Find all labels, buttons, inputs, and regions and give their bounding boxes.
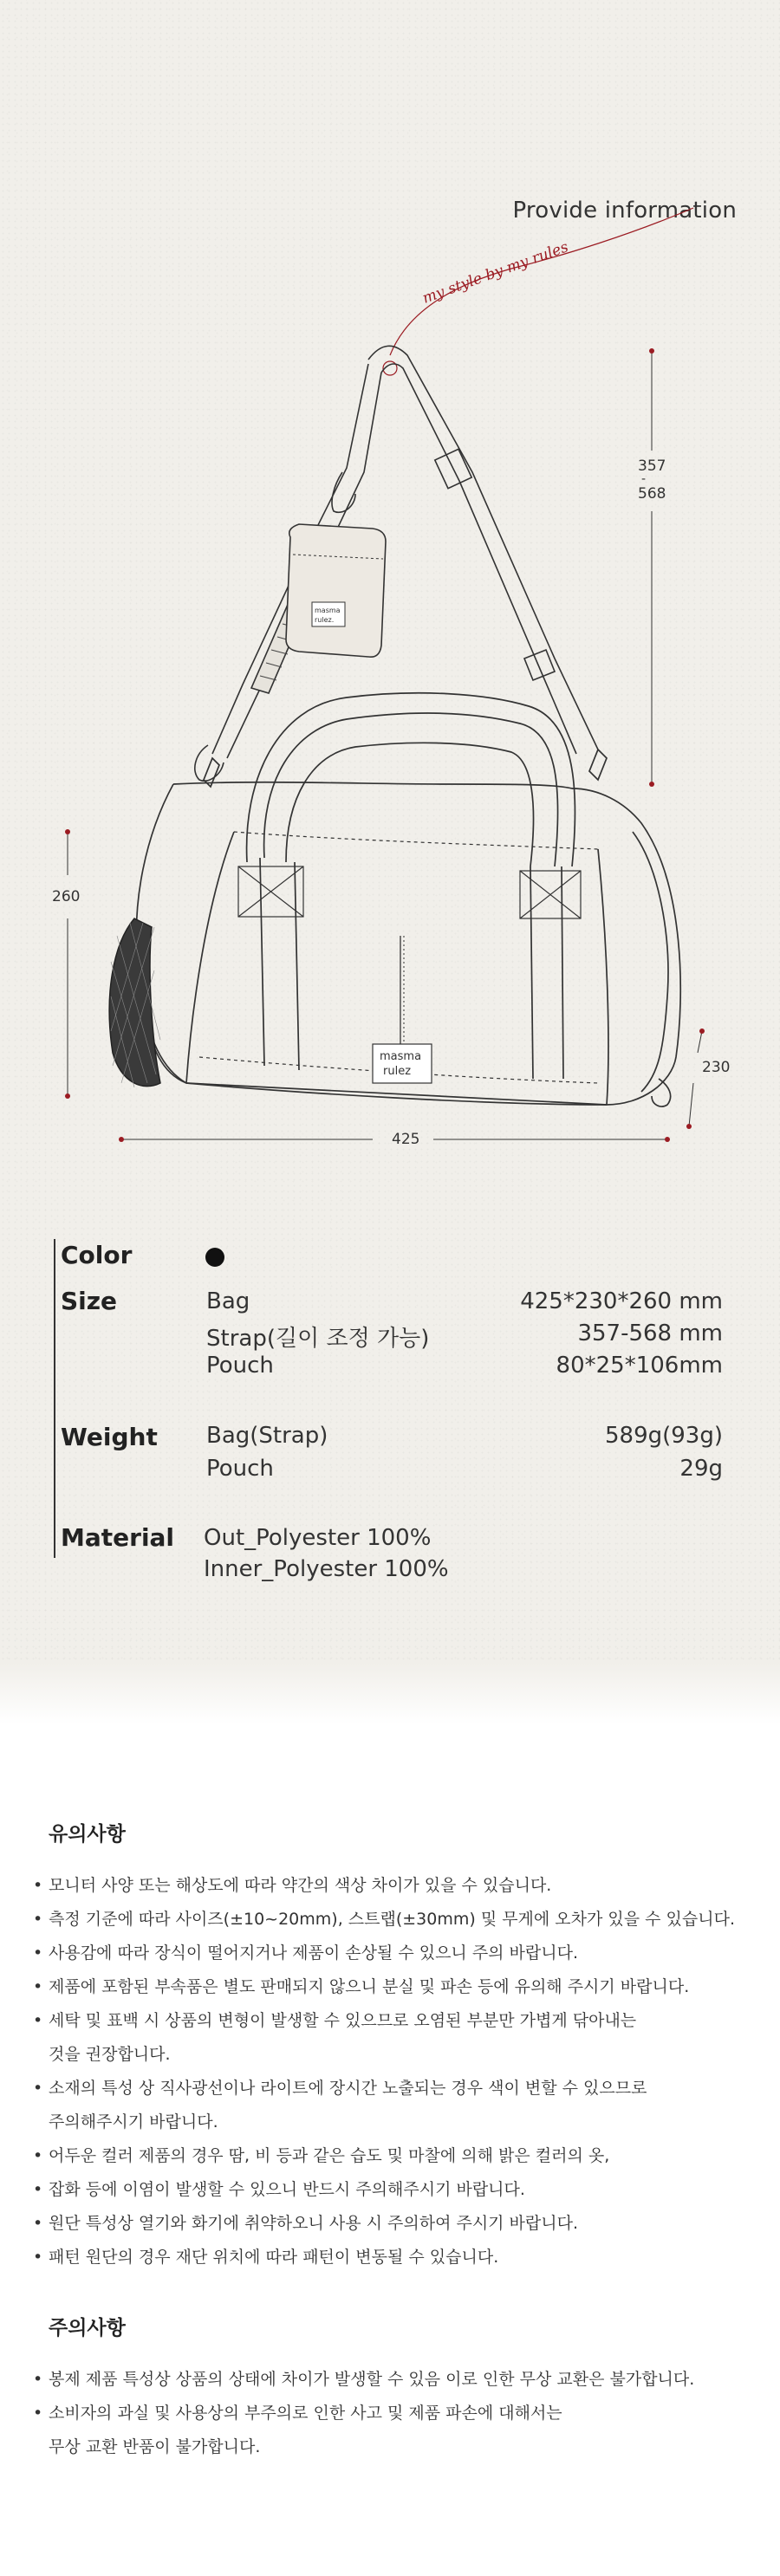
weight-row-name: Bag(Strap) bbox=[206, 1423, 328, 1449]
notice-title: 유의사항 bbox=[49, 1823, 126, 1846]
material-label: Material bbox=[61, 1523, 175, 1552]
size-row-value: 357-568 mm bbox=[577, 1320, 723, 1346]
size-row-value: 80*25*106mm bbox=[556, 1353, 723, 1379]
svg-text:rulez: rulez bbox=[383, 1065, 412, 1078]
weight-row-name: Pouch bbox=[206, 1456, 274, 1482]
svg-text:masma: masma bbox=[380, 1050, 422, 1063]
svg-text:masma: masma bbox=[315, 607, 341, 614]
notice-item: • 패턴 원단의 경우 재단 위치에 따라 패턴이 변동될 수 있습니다. bbox=[31, 2241, 759, 2274]
size-row-name: Pouch bbox=[206, 1353, 274, 1379]
bag-illustration bbox=[0, 0, 780, 1230]
svg-text:my style by my rules: my style by my rules bbox=[419, 238, 571, 308]
mesh-pocket bbox=[109, 918, 160, 1087]
size-row-value: 425*230*260 mm bbox=[520, 1288, 723, 1314]
spec-divider bbox=[54, 1239, 55, 1558]
pouch bbox=[286, 524, 386, 657]
depth-label: 230 bbox=[702, 1059, 731, 1076]
script-lettering bbox=[383, 208, 693, 375]
notice-item: • 잡화 등에 이염이 발생할 수 있으니 반드시 주의해주시기 바랍니다. bbox=[31, 2173, 759, 2207]
weight-row-value: 589g(93g) bbox=[604, 1423, 723, 1449]
notice-section bbox=[31, 1818, 759, 2274]
color-swatch bbox=[205, 1248, 224, 1267]
notice-item: • 모니터 사양 또는 해상도에 따라 약간의 색상 차이가 있을 수 있습니다. bbox=[31, 1869, 759, 1903]
caution-list bbox=[31, 2363, 759, 2464]
notice-item: • 원단 특성상 열기와 화기에 취약하오니 사용 시 주의하여 주시기 바랍니다. bbox=[31, 2207, 759, 2241]
color-label: Color bbox=[61, 1241, 133, 1269]
svg-text:rulez.: rulez. bbox=[315, 616, 335, 624]
bag-label bbox=[373, 1044, 432, 1083]
notice-item: • 측정 기준에 따라 사이즈(±10~20mm), 스트랩(±30mm) 및 무게에 오차가 있을 수 있습니다. bbox=[31, 1903, 759, 1937]
strap-max-label: 568 bbox=[638, 485, 666, 503]
height-label: 260 bbox=[52, 888, 81, 905]
material-row: Out_Polyester 100% bbox=[204, 1525, 432, 1551]
caution-title: 주의사항 bbox=[49, 2317, 126, 2339]
notice-item: • 어두운 컬러 제품의 경우 땀, 비 등과 같은 습도 및 마찰에 의해 밝은 컬러의 옷, bbox=[31, 2139, 759, 2173]
size-row-name: Strap(길이 조정 가능) bbox=[206, 1326, 430, 1352]
strap-range-dash: - bbox=[641, 472, 647, 486]
size-row-name: Bag bbox=[206, 1288, 250, 1314]
weight-label: Weight bbox=[61, 1423, 158, 1451]
notice-item: • 사용감에 따라 장식이 떨어지거나 제품이 손상될 수 있으니 주의 바랍니다. bbox=[31, 1937, 759, 1970]
section-title: Provide information bbox=[512, 198, 737, 224]
notice-item: • 소재의 특성 상 직사광선이나 라이트에 장시간 노출되는 경우 색이 변할 수 있으므로 주의해주시기 바랍니다. bbox=[31, 2072, 759, 2139]
width-label: 425 bbox=[392, 1131, 420, 1148]
strap-min-label: 357 bbox=[638, 457, 666, 475]
caution-item: • 소비자의 과실 및 사용상의 부주의로 인한 사고 및 제품 파손에 대해서는 무상 교환 반품이 불가합니다. bbox=[31, 2397, 759, 2464]
notice-item: • 세탁 및 표백 시 상품의 변형이 발생할 수 있으므로 오염된 부분만 가볍게 닦아내는 것을 권장합니다. bbox=[31, 2004, 759, 2072]
size-label: Size bbox=[61, 1287, 118, 1315]
panel-fade bbox=[0, 1664, 780, 1724]
notice-item: • 제품에 포함된 부속품은 별도 판매되지 않으니 분실 및 파손 등에 유의해 주시기 바랍니다. bbox=[31, 1970, 759, 2004]
material-row: Inner_Polyester 100% bbox=[204, 1556, 449, 1582]
weight-row-value: 29g bbox=[679, 1456, 723, 1482]
caution-section bbox=[31, 2312, 759, 2464]
caution-item: • 봉제 제품 특성상 상품의 상태에 차이가 발생할 수 있음 이로 인한 무상 교환은 불가합니다. bbox=[31, 2363, 759, 2397]
notice-list bbox=[31, 1869, 759, 2274]
